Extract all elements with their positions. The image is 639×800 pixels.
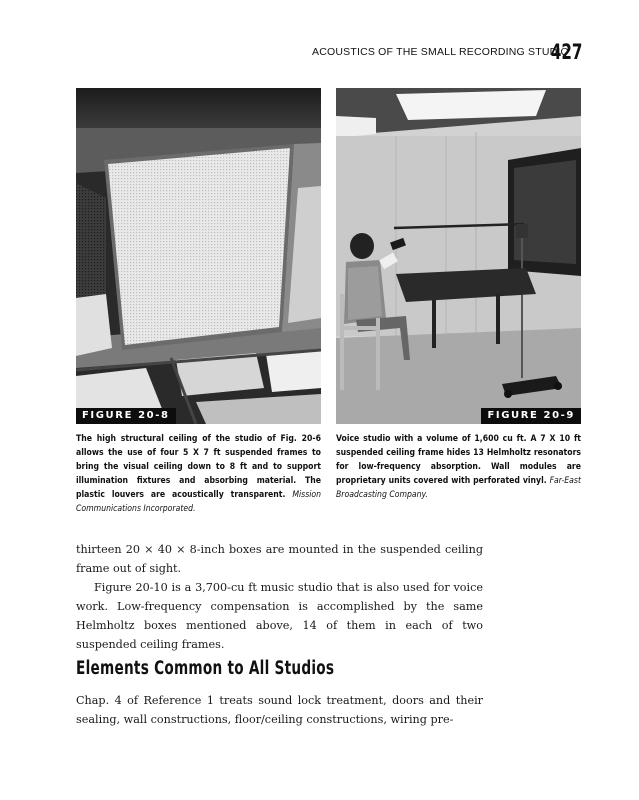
figure-20-9-label: FIGURE 20-9 bbox=[481, 408, 581, 424]
figure-20-9-caption bbox=[336, 432, 581, 502]
figure-20-8-photo bbox=[76, 88, 321, 424]
page-number: 427 bbox=[550, 40, 582, 64]
ceiling-photo-image bbox=[76, 88, 321, 424]
figure-20-9-credit: Far-East Broadcasting Company. bbox=[336, 476, 581, 500]
body-paragraph-3: Chap. 4 of Reference 1 treats sound lock treatment, doors and their sealing, wall constructions, floor/ceiling constructions, wiring pre- bbox=[76, 694, 483, 726]
figure-20-8-caption bbox=[76, 432, 321, 516]
figure-20-9-caption-text: Voice studio with a volume of 1,600 cu ft. A 7 X 10 ft suspended ceiling frame hides 13 Helmholtz resonators for low-frequency absorption. Wall modules are proprietary units covered with perforated vinyl. bbox=[336, 434, 581, 486]
voice-studio-photo-image bbox=[336, 88, 581, 424]
body-paragraph-2: Figure 20-10 is a 3,700-cu ft music studio that is also used for voice work. Low-frequency compensation is accomplished by the same Helmholtz boxes mentioned above, 14 of them in each of two suspended ceiling frames. bbox=[76, 581, 483, 651]
running-head-title: ACOUSTICS OF THE SMALL RECORDING STUDIO bbox=[312, 46, 569, 58]
figure-20-8-credit: Mission Communications Incorporated. bbox=[76, 490, 321, 514]
running-head bbox=[312, 42, 582, 62]
section-heading: Elements Common to All Studios bbox=[76, 658, 335, 679]
figure-20-8-label: FIGURE 20-8 bbox=[76, 408, 176, 424]
figure-20-8-caption-text: The high structural ceiling of the studio of Fig. 20-6 allows the use of four 5 X 7 ft suspended frames to bring the visual ceiling down to 8 ft and to support illumination fixtures and absorbing material. The plastic louvers are acoustically transparent. bbox=[76, 434, 321, 500]
figure-20-9-photo bbox=[336, 88, 581, 424]
body-paragraph-1: thirteen 20 × 40 × 8-inch boxes are mounted in the suspended ceiling frame out of sight. bbox=[76, 543, 483, 575]
